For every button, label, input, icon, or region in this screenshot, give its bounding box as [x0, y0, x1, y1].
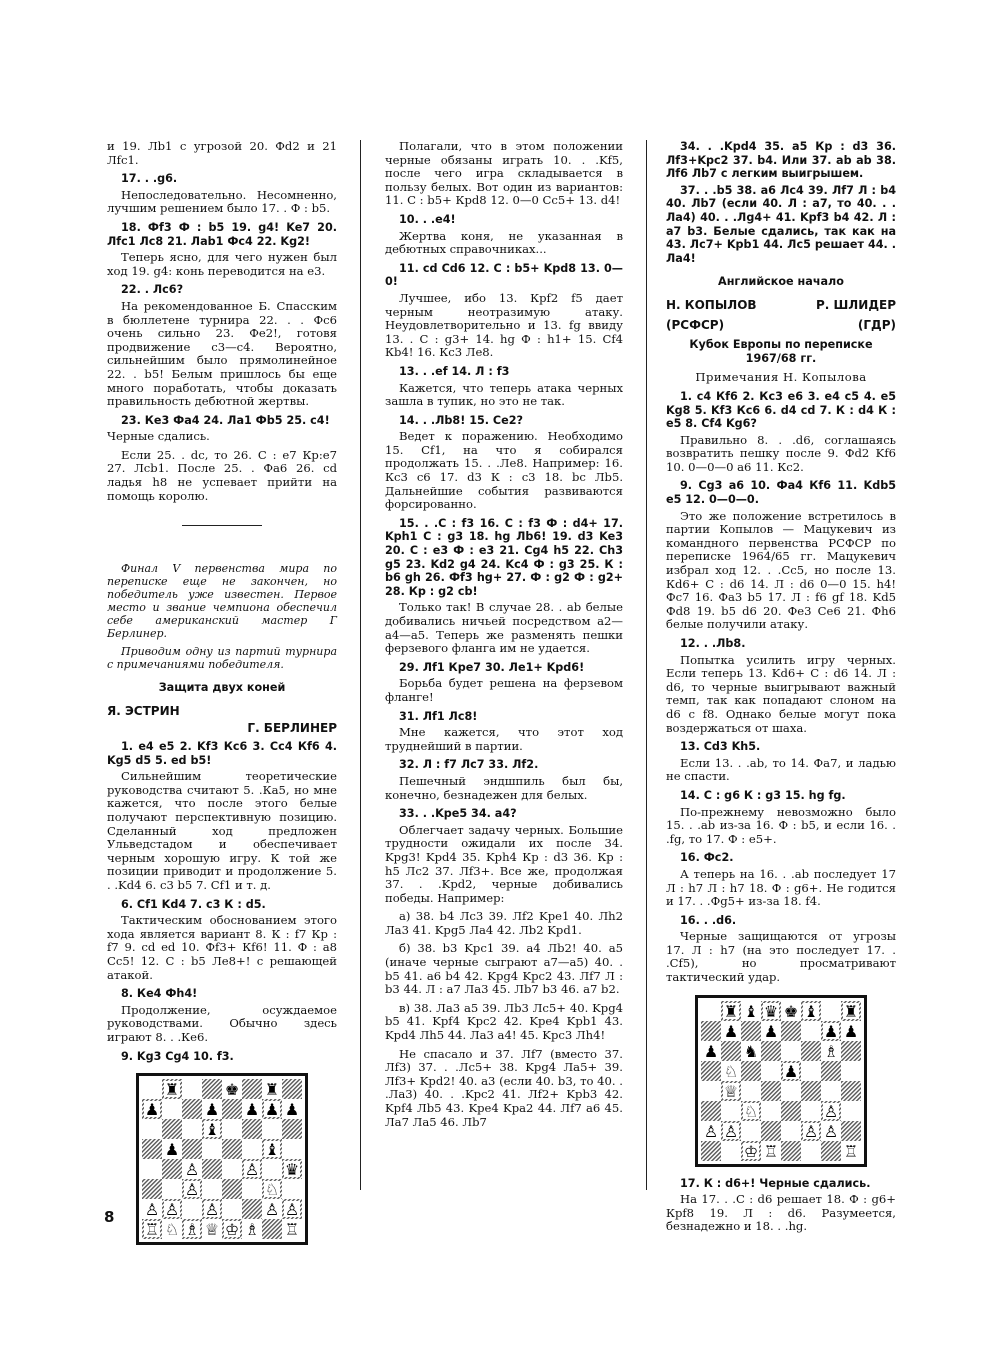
column-divider [360, 140, 361, 1190]
text-paragraph: Продолжение, осуждаемое руководствами. Обычно здесь играют 8. . .Ке6. [107, 1002, 337, 1044]
intro-note: Финал V первенства мира по переписке еще не закончен, но победитель уже известен. Первое место и звание чемпиона обеспечил себе американский мастер Г Берлинер. [107, 562, 337, 641]
light-square [142, 1119, 162, 1139]
move-line: 23. Ке3 Фа4 24. Ла1 Фb5 25. с4! [121, 413, 330, 427]
text-paragraph: Это же положение встретилось в партии Копылов — Мацукевич из командного первенства РСФСР по переписке 1964/65 гг. Мацукевич избрал ход 12. . .Сс5, но после 13. Кd6+ С : d6 14. Л : d6 0—0 15. h4! Фс7 16. Фа3 b5 17. Л : f6 gf 18. Kd5 Фd8 19. b5 d6 20. Фе3 Се6 21. Фh6 белые получили атаку. [666, 508, 896, 632]
text-paragraph: По-прежнему невозможно было 15. . .ab из-за 16. Ф : b5, и если 16. . .fg, то 17. Ф : е5+. [666, 804, 896, 846]
dark-square [841, 1041, 861, 1061]
annotator-line: Примечания Н. Копылова [695, 370, 867, 385]
move-line: 1. е4 е5 2. Kf3 Кс6 3. Сс4 Кf6 4. Kg5 d5 5. ed b5! [107, 740, 337, 767]
move-line: 11. cd Cd6 12. C : b5+ Kpd8 13. 0—0! [385, 261, 623, 289]
chess-piece-icon: ♘ [723, 1061, 739, 1081]
dark-square [282, 1119, 302, 1139]
chess-piece-icon: ♙ [244, 1160, 260, 1180]
dark-square [701, 1141, 721, 1161]
light-square [721, 1141, 741, 1161]
move-line: 14. С : g6 К : g3 15. hg fg. [680, 788, 846, 802]
light-square [761, 1101, 781, 1121]
dark-square [242, 1199, 262, 1219]
light-square [142, 1159, 162, 1179]
text-paragraph: Попытка усилить игру черных. Если теперь 13. Kd6+ С : d6 14. Л : d6, то черные выигрывают важный темп, так как попадают слоном на d6 с f8. Однако белые могут пока воздержаться от шаха. [666, 652, 896, 735]
text-paragraph: Если 13. . .ab, то 14. Фа7, и ладью не спасти. [666, 755, 896, 784]
chess-piece-icon: ♙ [184, 1180, 200, 1200]
text-paragraph: Полагали, что в этом положении черные обязаны играть 10. . .Kf5, после чего игра складывается в пользу белых. Вот один из вариантов: 11. С : b5+ Кpd8 12. 0—0 Сс5+ 13. d4! [385, 139, 623, 208]
opening-title: Защита двух коней [158, 681, 286, 695]
chess-piece-icon: ♙ [264, 1200, 280, 1220]
move-line: 33. . .Kре5 34. а4? [399, 807, 517, 821]
chess-piece-icon: ♖ [763, 1141, 779, 1161]
light-square [182, 1079, 202, 1099]
light-square [262, 1159, 282, 1179]
chess-piece-icon: ♝ [743, 1001, 759, 1021]
light-square [282, 1139, 302, 1159]
chess-piece-icon: ♙ [703, 1121, 719, 1141]
variation-line: в) 38. Ла3 а5 39. Лb3 Лс5+ 40. Kpg4 b5 41. Kpf4 Kpc2 42. Kре4 Kpb1 43. Kpd4 Лh5 44. Ла3 а4! 45. Kpc3 Лh4! [385, 1000, 623, 1043]
dark-square [222, 1099, 242, 1119]
dark-square [761, 1081, 781, 1101]
chess-piece-icon: ♝ [803, 1001, 819, 1021]
dark-square [222, 1139, 242, 1159]
dark-square [741, 1021, 761, 1041]
text-paragraph: Тактическим обоснованием этого хода является вариант 8. К : f7 Кр : f7 9. cd ed 10. Фf3+ Кf6! 11. Ф : а8 Сс5! 12. С : b5 Ле8+! с решающей атакой. [107, 913, 337, 982]
light-square [162, 1179, 182, 1199]
light-square [222, 1119, 242, 1139]
move-line: 10. . .е4! [399, 212, 456, 226]
light-square [222, 1159, 242, 1179]
dark-square [801, 1081, 821, 1101]
text-paragraph: Лучшее, ибо 13. Кpf2 f5 дает черным неотразимую атаку. Неудовлетворительно и 13. fg ввиду 13. . С : g3+ 14. hg Ф : h1+ 15. Cf4 Кb4! 16. Кс3 Ле8. [385, 290, 623, 360]
chess-piece-icon: ♟ [823, 1021, 839, 1041]
column-right [666, 140, 896, 1234]
light-square [761, 1061, 781, 1081]
chess-diagram [136, 1073, 308, 1245]
light-square [202, 1139, 222, 1159]
move-line: 29. Лf1 Кре7 30. Ле1+ Kpd6! [399, 660, 585, 674]
chess-piece-icon: ♖ [284, 1220, 300, 1240]
light-square [202, 1179, 222, 1199]
chess-piece-icon: ♟ [284, 1100, 300, 1120]
light-square [741, 1081, 761, 1101]
dark-square [242, 1079, 262, 1099]
chess-piece-icon: ♟ [244, 1100, 260, 1120]
chess-piece-icon: ♙ [723, 1121, 739, 1141]
chess-piece-icon: ♝ [264, 1140, 280, 1160]
text-paragraph: Черные сдались. [107, 429, 210, 444]
chess-piece-icon: ♘ [164, 1220, 180, 1240]
light-square [222, 1199, 242, 1219]
chess-piece-icon: ♛ [763, 1001, 779, 1021]
text-paragraph: Борьба будет решена на ферзевом фланге! [385, 676, 623, 704]
chess-piece-icon: ♗ [184, 1220, 200, 1240]
light-square [781, 1121, 801, 1141]
chess-piece-icon: ♕ [723, 1081, 739, 1101]
dark-square [701, 1101, 721, 1121]
text-paragraph: Жертва коня, не указанная в дебютных справочниках... [385, 228, 623, 257]
light-square [781, 1041, 801, 1061]
text-paragraph: Правильно 8. . .d6, соглашаясь возвратить пешку после 9. Фd2 Kf6 10. 0—0—0 а6 11. Кс2. [666, 432, 896, 474]
move-line: 16. . .d6. [680, 913, 737, 927]
chess-piece-icon: ♟ [843, 1021, 859, 1041]
chess-piece-icon: ♔ [224, 1220, 240, 1240]
dark-square [182, 1139, 202, 1159]
chess-piece-icon: ♚ [224, 1080, 240, 1100]
light-square [821, 1001, 841, 1021]
text-paragraph: Теперь ясно, для чего нужен был ход 19. g4: конь переводится на е3. [107, 250, 337, 278]
text-paragraph: А теперь на 16. . .ab последует 17 Л : h7 Л : h7 18. Ф : g6+. Не годится и 17. . .Фg5+ из-за 18. f4. [666, 866, 896, 909]
chess-board [701, 1001, 861, 1161]
dark-square [162, 1159, 182, 1179]
text-paragraph: Мне кажется, что этот ход труднейший в партии. [385, 725, 623, 753]
light-square [841, 1061, 861, 1081]
move-line: 9. Cg3 а6 10. Фа4 Кf6 11. Kdb5 е5 12. 0—0—0. [666, 479, 896, 507]
chess-piece-icon: ♘ [743, 1101, 759, 1121]
move-line: 6. Cf1 Kd4 7. c3 К : d5. [121, 897, 266, 911]
light-square [721, 1101, 741, 1121]
chess-piece-icon: ♙ [184, 1160, 200, 1180]
black-player: Г. БЕРЛИНЕР [247, 721, 337, 736]
white-player: Н. КОПЫЛОВ [666, 297, 757, 312]
move-line: 37. . .b5 38. а6 Лс4 39. Лf7 Л : b4 40. Лb7 (если 40. Л : а7, то 40. . . Ла4) 40. . .Лg4+ 41. Kpf3 b4 42. Л : а7 b3. Белые сдались, так как на 43. Лс7+ Kpb1 44. Лс5 решает 44. . Ла4! [666, 183, 896, 265]
light-square [801, 1141, 821, 1161]
intro-note: Приводим одну из партий турнира с примечаниями победителя. [107, 645, 337, 672]
move-line: 17. . .g6. [121, 172, 178, 186]
dark-square [202, 1159, 222, 1179]
dark-square [282, 1079, 302, 1099]
text-paragraph: Черные защищаются от угрозы 17. Л : h7 (на это последует 17. . .Cf5), но просматривают тактический удар. [666, 929, 896, 985]
chess-piece-icon: ♜ [723, 1001, 739, 1021]
chess-piece-icon: ♙ [144, 1200, 160, 1220]
light-square [701, 1001, 721, 1021]
dark-square [721, 1041, 741, 1061]
players-row [666, 299, 896, 313]
event-title: Кубок Европы по переписке 1967/68 гг. [689, 338, 873, 365]
chess-piece-icon: ♙ [164, 1200, 180, 1220]
light-square [701, 1081, 721, 1101]
chess-piece-icon: ♙ [284, 1200, 300, 1220]
chess-piece-icon: ♗ [823, 1041, 839, 1061]
move-line: 13. . .ef 14. Л : f3 [399, 364, 510, 378]
chess-piece-icon: ♕ [204, 1220, 220, 1240]
move-line: 14. . .Лb8! 15. Се2? [399, 413, 523, 427]
text-paragraph: Сильнейшим теоретические руководства считают 5. .Ка5, но мне кажется, что после этого белые получают перспективную позицию. Сделанный ход предложен Ульведстадом и обеспечивает черным хорошую игру. К той же позиции приводит и продолжение 5. . .Kd4 6. c3 b5 7. Cf1 и т. д. [107, 769, 337, 892]
chess-piece-icon: ♜ [264, 1080, 280, 1100]
black-country: (ГДР) [857, 317, 896, 332]
text-paragraph: Ведет к поражению. Необходимо 15. Cf1, на что я собирался продолжать 15. . .Ле8. Например: 16. Кс3 с6 17. d3 К : с3 18. bc Лb5. Дальнейшие события развиваются форсированно. [385, 429, 623, 512]
chess-piece-icon: ♝ [204, 1120, 220, 1140]
black-player: Р. ШЛИДЕР [815, 297, 896, 312]
chess-piece-icon: ♟ [763, 1021, 779, 1041]
chess-piece-icon: ♟ [703, 1041, 719, 1061]
light-square [741, 1121, 761, 1141]
text-paragraph: Непоследовательно. Несомненно, лучшим решением было 17. . Ф : b5. [107, 187, 337, 216]
move-line: 22. . Лс6? [121, 283, 184, 297]
chess-piece-icon: ♖ [144, 1220, 160, 1240]
light-square [262, 1119, 282, 1139]
chess-piece-icon: ♟ [144, 1100, 160, 1120]
dark-square [162, 1119, 182, 1139]
text-paragraph: Только так! В случае 28. . ab белые добивались ничьей посредством а2—а4—а5. Теперь же разменять пешки ферзевого фланга им не удается. [385, 600, 623, 656]
dark-square [821, 1061, 841, 1081]
text-paragraph: Если 25. . dc, то 26. С : е7 Кр:е7 27. Лcb1. После 25. . Фа6 26. cd ладья h8 не успевает прийти на помощь королю. [107, 447, 337, 503]
dark-square [222, 1179, 242, 1199]
chess-piece-icon: ♘ [264, 1180, 280, 1200]
text-paragraph: Кажется, что теперь атака черных зашла в тупик, но это не так. [385, 380, 623, 409]
dark-square [841, 1121, 861, 1141]
chess-piece-icon: ♙ [204, 1200, 220, 1220]
chess-piece-icon: ♔ [743, 1141, 759, 1161]
move-line: 9. Kg3 Cg4 10. f3. [121, 1049, 234, 1063]
move-line: 12. . .Лb8. [680, 637, 746, 650]
move-line: 31. Лf1 Лс8! [399, 709, 478, 723]
light-square [801, 1061, 821, 1081]
chess-piece-icon: ♞ [743, 1041, 759, 1061]
chess-piece-icon: ♖ [843, 1141, 859, 1161]
move-line: 8. Ке4 Фh4! [121, 987, 198, 1001]
dark-square [262, 1219, 282, 1239]
column-divider [646, 140, 647, 1190]
move-line: 1. с4 Кf6 2. Кс3 е6 3. е4 с5 4. е5 Kg8 5. Kf3 Кс6 6. d4 cd 7. К : d4 К : е5 8. Cf4 Kg6? [666, 389, 896, 431]
light-square [801, 1101, 821, 1121]
dark-square [242, 1119, 262, 1139]
dark-square [781, 1021, 801, 1041]
move-line: 13. Cd3 Kh5. [680, 740, 761, 754]
text-paragraph: На 17. . .С : d6 решает 18. Ф : g6+ Кpf8 19. Л : d6. Разумеется, безнадежно и 18. . .hg. [666, 1192, 896, 1234]
light-square [841, 1101, 861, 1121]
chess-piece-icon: ♜ [164, 1080, 180, 1100]
page-number: 8 [104, 1208, 115, 1226]
light-square [242, 1139, 262, 1159]
chess-piece-icon: ♟ [164, 1140, 180, 1160]
move-line: 32. Л : f7 Лс7 33. Лf2. [399, 758, 539, 772]
countries-row [666, 319, 896, 333]
dark-square [701, 1061, 721, 1081]
dark-square [202, 1079, 222, 1099]
dark-square [781, 1141, 801, 1161]
white-player: Я. ЭСТРИН [107, 703, 180, 718]
chess-piece-icon: ♙ [803, 1121, 819, 1141]
move-line: 17. К : d6+! Черные сдались. [680, 1176, 871, 1190]
dark-square [701, 1021, 721, 1041]
dark-square [761, 1121, 781, 1141]
light-square [821, 1081, 841, 1101]
light-square [801, 1021, 821, 1041]
chess-piece-icon: ♚ [783, 1001, 799, 1021]
dark-square [821, 1141, 841, 1161]
variation-line: а) 38. b4 Лс3 39. Лf2 Kре1 40. Лh2 Ла3 41. Kpg5 Ла4 42. Лb2 Kpd1. [385, 909, 623, 937]
dark-square [142, 1179, 162, 1199]
dark-square [841, 1081, 861, 1101]
chess-piece-icon: ♟ [783, 1061, 799, 1081]
chess-piece-icon: ♙ [823, 1101, 839, 1121]
dark-square [761, 1041, 781, 1061]
variation-line: б) 38. b3 Kрс1 39. а4 Лb2! 40. а5 (иначе черные сыграют а7—а5) 40. . b5 41. а6 b4 42. Kpg4 Kpc2 43. Лf7 Л : b3 44. Л : а7 Ла3 45. Лb7 b3 46. а7 b2. [385, 941, 623, 997]
opening-title: Английское начало [718, 275, 844, 289]
dark-square [741, 1061, 761, 1081]
white-country: (РСФСР) [666, 317, 725, 332]
column-left [107, 139, 337, 1240]
light-square [182, 1199, 202, 1219]
chess-diagram [695, 995, 867, 1167]
light-square [162, 1099, 182, 1119]
text-paragraph: Пешечный эндшпиль был бы, конечно, безнадежен для белых. [385, 773, 623, 802]
chess-piece-icon: ♗ [244, 1220, 260, 1240]
light-square [781, 1081, 801, 1101]
dark-square [142, 1139, 162, 1159]
chess-piece-icon: ♛ [284, 1160, 300, 1180]
light-square [142, 1079, 162, 1099]
chess-piece-icon: ♟ [264, 1100, 280, 1120]
text-paragraph: На рекомендованное Б. Спасским в бюллетене турнира 22. . . Фс6 очень сильно 23. Фе2!, готовя продвижение с3—с4. Вероятно, сильнейшим было прямолинейное 22. . b5! Белым пришлось бы еще много поработать, чтобы доказать правильность дебютной жертвы. [107, 298, 337, 409]
section-divider [182, 525, 262, 526]
text-paragraph: Не спасало и 37. Лf7 (вместо 37. Лf3) 37. . .Лс5+ 38. Kpg4 Ла5+ 39. Лf3+ Kpd2! 40. а3 (если 40. b3, то 40. . .Ла3) 40. . .Kрс2 41. Лf2+ Kpb3 42. Kpf4 Лb5 43. Kpe4 Kpa2 44. Лf7 а6 45. Ла7 Ла5 46. Лb7 [385, 1046, 623, 1129]
chess-piece-icon: ♟ [204, 1100, 220, 1120]
dark-square [781, 1101, 801, 1121]
light-square [182, 1119, 202, 1139]
text-paragraph: и 19. Лb1 с угрозой 20. Фd2 и 21 Лfc1. [107, 139, 337, 167]
light-square [282, 1179, 302, 1199]
chess-piece-icon: ♟ [723, 1021, 739, 1041]
move-line: 18. Фf3 Ф : b5 19. g4! Ke7 20. Лfc1 Лс8 21. Лаb1 Фс4 22. Kg2! [107, 220, 337, 248]
chess-piece-icon: ♙ [823, 1121, 839, 1141]
text-paragraph: Облегчает задачу черных. Большие трудности ожидали их после 34. Kрg3! Kpd4 35. Kph4 Кр : d3 36. Кр : h5 Лс2 37. Лf3+. Все же, продолжая 37. . .Kpd2, черные добивались победы. Например: [385, 822, 623, 905]
light-square [242, 1179, 262, 1199]
dark-square [801, 1041, 821, 1061]
move-line: 16. Фс2. [680, 851, 734, 865]
dark-square [182, 1099, 202, 1119]
chess-board [142, 1079, 302, 1239]
column-middle [385, 140, 623, 1210]
chess-piece-icon: ♜ [843, 1001, 859, 1021]
move-line: 15. . .С : f3 16. С : f3 Ф : d4+ 17. Kph1 С : g3 18. hg Лb6! 19. d3 Ke3 20. C : e3 Ф : e3 21. Cg4 h5 22. Ch3 g5 23. Kd2 g4 24. Kc4 Ф : g3 25. К : b6 gh 26. Фf3 hg+ 27. Ф : g2 Ф : g2+ 28. Кр : g2 cb! [385, 516, 623, 598]
move-line: 34. . .Kpd4 35. а5 Кр : d3 36. Лf3+Kрс2 37. b4. Или 37. ab ab 38. Лf6 Лb7 с легким выигрышем. [666, 140, 896, 181]
